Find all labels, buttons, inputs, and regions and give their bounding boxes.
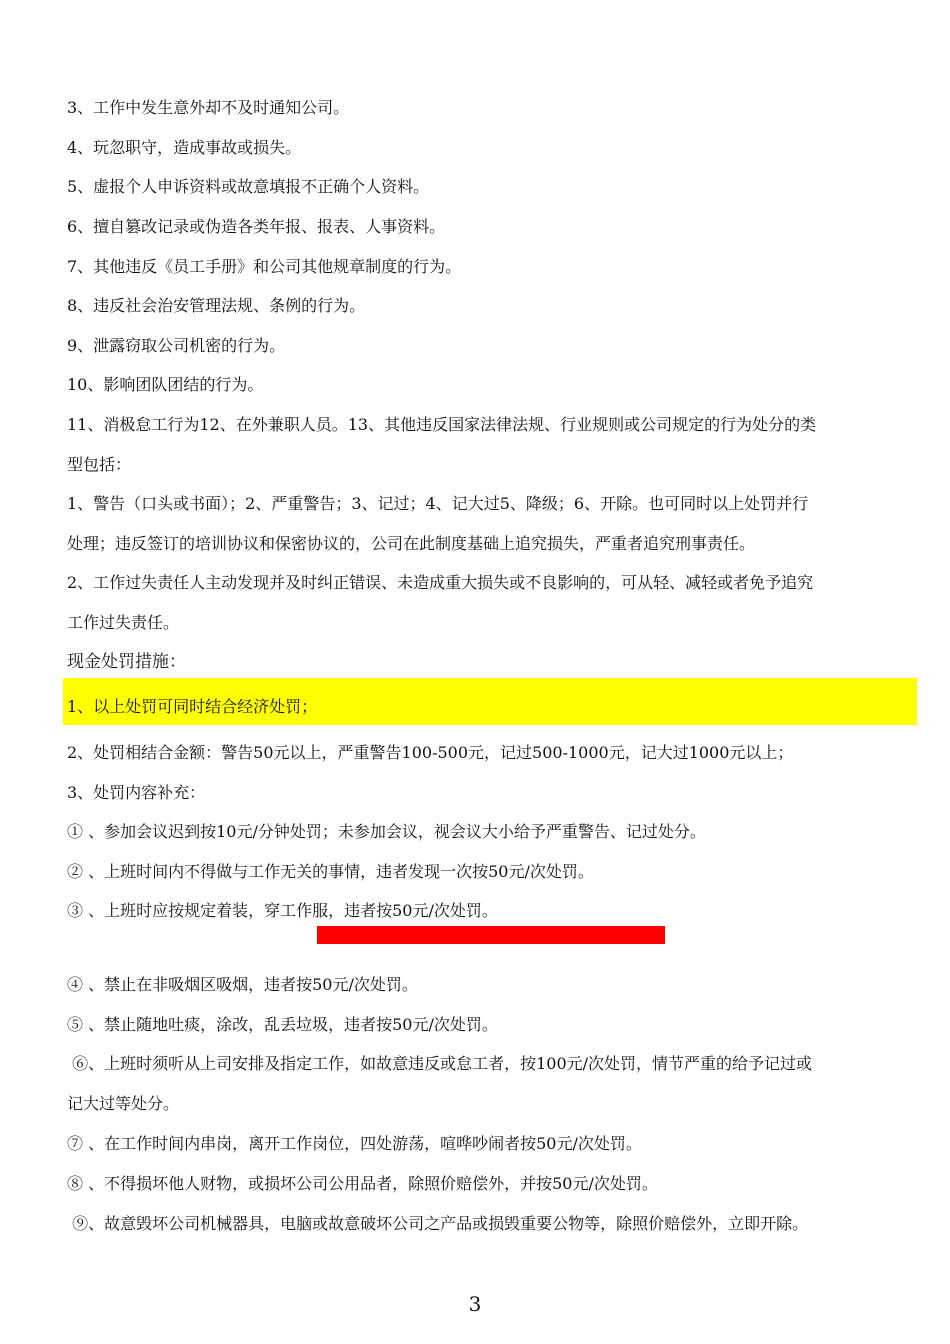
- text-line: ⑦ 、在工作时间内串岗，离开工作岗位，四处游荡，喧哗吵闹者按50元/次处罚。: [67, 1134, 642, 1153]
- text-line: 9、泄露窃取公司机密的行为。: [67, 336, 286, 355]
- text-line: ⑨、故意毁坏公司机械器具，电脑或故意破坏公司之产品或损毁重要公物等，除照价赔偿外，立即开除。: [67, 1214, 809, 1233]
- text-line: ① 、参加会议迟到按10元/分钟处罚；未参加会议，视会议大小给予严重警告、记过处分。: [67, 822, 706, 841]
- text-line: 8、违反社会治安管理法规、条例的行为。: [67, 296, 366, 315]
- text-line: 处理；违反签订的培训协议和保密协议的，公司在此制度基础上追究损失，严重者追究刑事责任。: [67, 534, 756, 553]
- text-line: 3、工作中发生意外却不及时通知公司。: [67, 98, 350, 117]
- text-line: 10、影响团队团结的行为。: [67, 375, 264, 394]
- text-line: ③ 、上班时应按规定着装，穿工作服，违者按50元/次处罚。: [67, 901, 498, 920]
- text-line: ④ 、禁止在非吸烟区吸烟，违者按50元/次处罚。: [67, 975, 418, 994]
- text-line: ⑤ 、禁止随地吐痰，涂改，乱丢垃圾，违者按50元/次处罚。: [67, 1015, 498, 1034]
- text-line: 2、处罚相结合金额：警告50元以上，严重警告100-500元，记过500-1000元，记大过1000元以上；: [67, 743, 794, 762]
- text-line: ⑧ 、不得损坏他人财物，或损坏公司公用品者，除照价赔偿外，并按50元/次处罚。: [67, 1174, 658, 1193]
- text-line: 7、其他违反《员工手册》和公司其他规章制度的行为。: [67, 257, 462, 276]
- text-line: 1、警告（口头或书面）；2、严重警告；3、记过；4、记大过5、降级；6、开除。也可同时以上处罚并行: [67, 494, 809, 513]
- section-heading: 现金处罚措施：: [67, 652, 186, 672]
- text-line: 记大过等处分。: [67, 1094, 180, 1113]
- text-line: 4、玩忽职守，造成事故或损失。: [67, 138, 302, 157]
- text-line: 2、工作过失责任人主动发现并及时纠正错误、未造成重大损失或不良影响的，可从轻、减轻或者免予追究: [67, 573, 814, 592]
- red-redaction-bar: [317, 926, 665, 944]
- text-line: 6、擅自篡改记录或伪造各类年报、报表、人事资料。: [67, 217, 446, 236]
- highlighted-line: 1、以上处罚可同时结合经济处罚；: [67, 697, 318, 716]
- text-line: 3、处罚内容补充：: [67, 783, 206, 802]
- text-line: ② 、上班时间内不得做与工作无关的事情，违者发现一次按50元/次处罚。: [67, 862, 594, 881]
- text-line: 5、虚报个人申诉资料或故意填报不正确个人资料。: [67, 177, 430, 196]
- text-line: 型包括：: [67, 455, 132, 474]
- text-line: ⑥、上班时须听从上司安排及指定工作，如故意违反或怠工者，按100元/次处罚，情节严重的给予记过或: [67, 1054, 813, 1073]
- text-line: 11、消极怠工行为12、在外兼职人员。13、其他违反国家法律法规、行业规则或公司规定的行为处分的类: [67, 415, 817, 434]
- page-number: 3: [468, 1292, 482, 1316]
- text-line: 工作过失责任。: [67, 613, 180, 632]
